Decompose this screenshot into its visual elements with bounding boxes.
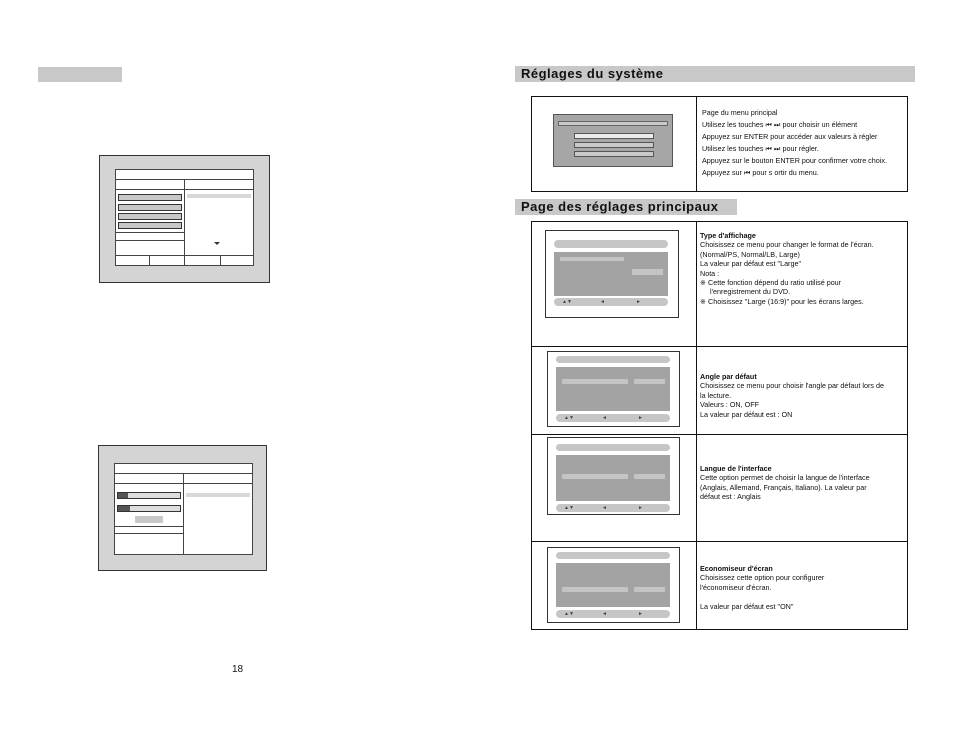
mockup-divider xyxy=(183,474,184,554)
instruction-line: Utilisez les touches ⏮ ⏭ pour régler. xyxy=(702,144,819,153)
system-menu-screen xyxy=(553,114,673,167)
mockup-row-line xyxy=(115,526,183,527)
item-line: l'économiseur d'écran. xyxy=(700,582,772,592)
row-separator xyxy=(532,346,907,347)
screen-panel xyxy=(556,455,670,501)
item-line: ※ Cette fonction dépend du ratio utilisé pour xyxy=(700,278,842,288)
screen-title-bar xyxy=(556,356,670,363)
item-line: l'enregistrement du DVD. xyxy=(710,287,791,297)
screen-nav-bar xyxy=(556,504,670,512)
system-settings-box xyxy=(531,96,908,192)
mockup-footer-div xyxy=(184,255,185,265)
system-menu-item xyxy=(574,133,654,139)
mockup-divider xyxy=(184,180,185,255)
mockup-button xyxy=(135,516,163,523)
mockup-footer-div xyxy=(149,255,150,265)
screen-nav-bar xyxy=(554,298,668,306)
default-angle-description xyxy=(700,372,908,419)
screen-title-bar xyxy=(556,444,670,451)
item-line: Cette option permet de choisir la langue de l'interface xyxy=(700,473,870,483)
item-line: La valeur par défaut est : ON xyxy=(700,409,793,419)
left-header-bar xyxy=(38,67,122,82)
menu-mockup-2 xyxy=(98,445,267,571)
item-line: Nota : xyxy=(700,268,720,278)
mockup-row-line xyxy=(115,533,183,534)
item-title: Langue de l'interface xyxy=(700,464,772,473)
screen-value xyxy=(634,379,665,384)
mockup-title-row xyxy=(115,464,252,474)
instruction-line: Appuyez sur le bouton ENTER pour confirmer votre choix. xyxy=(702,156,887,165)
mockup-row-line xyxy=(116,240,184,241)
item-line: Choisissez ce menu pour changer le format de l'écran. xyxy=(700,240,874,250)
screen-panel xyxy=(556,563,670,607)
up-down-icon: ▲▼ xyxy=(564,415,574,421)
system-instructions xyxy=(702,107,908,179)
mockup-title-row xyxy=(116,170,253,180)
left-arrow-icon: ◄ xyxy=(602,415,607,421)
instruction-line: Appuyez sur ⏮ pour s ortir du menu. xyxy=(702,168,819,177)
item-line: la lecture. xyxy=(700,390,732,400)
instruction-line: Page du menu principal xyxy=(702,108,778,117)
item-line: La valeur par défaut est "Large" xyxy=(700,259,802,269)
screensaver-screen xyxy=(547,547,680,623)
screen-value xyxy=(632,269,663,275)
item-line: La valeur par défaut est "ON" xyxy=(700,601,794,611)
up-down-icon: ▲▼ xyxy=(564,611,574,617)
page-number: 18 xyxy=(232,664,244,675)
screen-option xyxy=(562,587,628,592)
item-title: Economiseur d'écran xyxy=(700,564,773,573)
display-type-screen xyxy=(545,230,679,318)
screensaver-description xyxy=(700,564,908,611)
screen-panel xyxy=(554,252,668,296)
item-line: (Normal/PS, Normal/LB, Large) xyxy=(700,249,800,259)
mockup-highlight xyxy=(186,493,250,497)
item-line: (Anglais, Allemand, Français, Italiano). La valeur par xyxy=(700,482,867,492)
left-arrow-icon: ◄ xyxy=(600,299,605,305)
instruction-line: Appuyez sur ENTER pour accéder aux valeurs à régler xyxy=(702,132,878,141)
item-line xyxy=(700,592,908,601)
item-title: Type d'affichage xyxy=(700,231,756,240)
system-settings-divider xyxy=(696,97,697,191)
item-line: ※ Choisissez "Large (16:9)" pour les écrans larges. xyxy=(700,296,864,306)
mockup-footer-div xyxy=(220,255,221,265)
screen-value xyxy=(634,587,665,592)
menu-mockup-2-screen xyxy=(114,463,253,555)
system-menu-item xyxy=(574,151,654,157)
mockup-slider xyxy=(117,505,181,512)
row-separator xyxy=(532,541,907,542)
right-arrow-icon: ► xyxy=(636,299,641,305)
right-arrow-icon: ► xyxy=(638,505,643,511)
main-settings-divider xyxy=(696,222,697,629)
system-settings-header: Réglages du système xyxy=(515,66,915,82)
menu-mockup-1-screen xyxy=(115,169,254,266)
screen-title-bar xyxy=(554,240,668,248)
mockup-slider xyxy=(117,492,181,499)
left-arrow-icon: ◄ xyxy=(602,611,607,617)
mockup-item xyxy=(118,213,182,220)
item-line: Choisissez cette option pour configurer xyxy=(700,573,825,583)
main-settings-header: Page des réglages principaux xyxy=(515,199,737,215)
screen-option xyxy=(560,257,624,261)
mockup-item xyxy=(118,194,182,201)
screen-title-bar xyxy=(556,552,670,559)
chevron-down-icon xyxy=(214,242,220,245)
left-arrow-icon: ◄ xyxy=(602,505,607,511)
menu-mockup-1 xyxy=(99,155,270,283)
interface-language-screen xyxy=(547,437,680,515)
default-angle-screen xyxy=(547,351,680,427)
up-down-icon: ▲▼ xyxy=(562,299,572,305)
mockup-item xyxy=(118,222,182,229)
item-line: Choisissez ce menu pour choisir l'angle par défaut lors de xyxy=(700,381,884,391)
mockup-item xyxy=(118,204,182,211)
screen-nav-bar xyxy=(556,414,670,422)
system-menu-titlebar xyxy=(558,121,668,126)
screen-panel xyxy=(556,367,670,411)
right-arrow-icon: ► xyxy=(638,415,643,421)
system-menu-item xyxy=(574,142,654,148)
mockup-highlight xyxy=(187,194,251,198)
item-line: Valeurs : ON, OFF xyxy=(700,400,759,410)
mockup-row-line xyxy=(116,232,184,233)
display-type-description xyxy=(700,231,908,306)
item-title: Angle par défaut xyxy=(700,372,757,381)
instruction-line: Utilisez les touches ⏮ ⏭ pour choisir un élément xyxy=(702,120,858,129)
item-line: défaut est : Anglais xyxy=(700,492,761,502)
screen-value xyxy=(634,474,665,479)
screen-nav-bar xyxy=(556,610,670,618)
right-arrow-icon: ► xyxy=(638,611,643,617)
screen-option xyxy=(562,474,628,479)
screen-option xyxy=(562,379,628,384)
up-down-icon: ▲▼ xyxy=(564,505,574,511)
row-separator xyxy=(532,434,907,435)
interface-language-description xyxy=(700,464,908,502)
